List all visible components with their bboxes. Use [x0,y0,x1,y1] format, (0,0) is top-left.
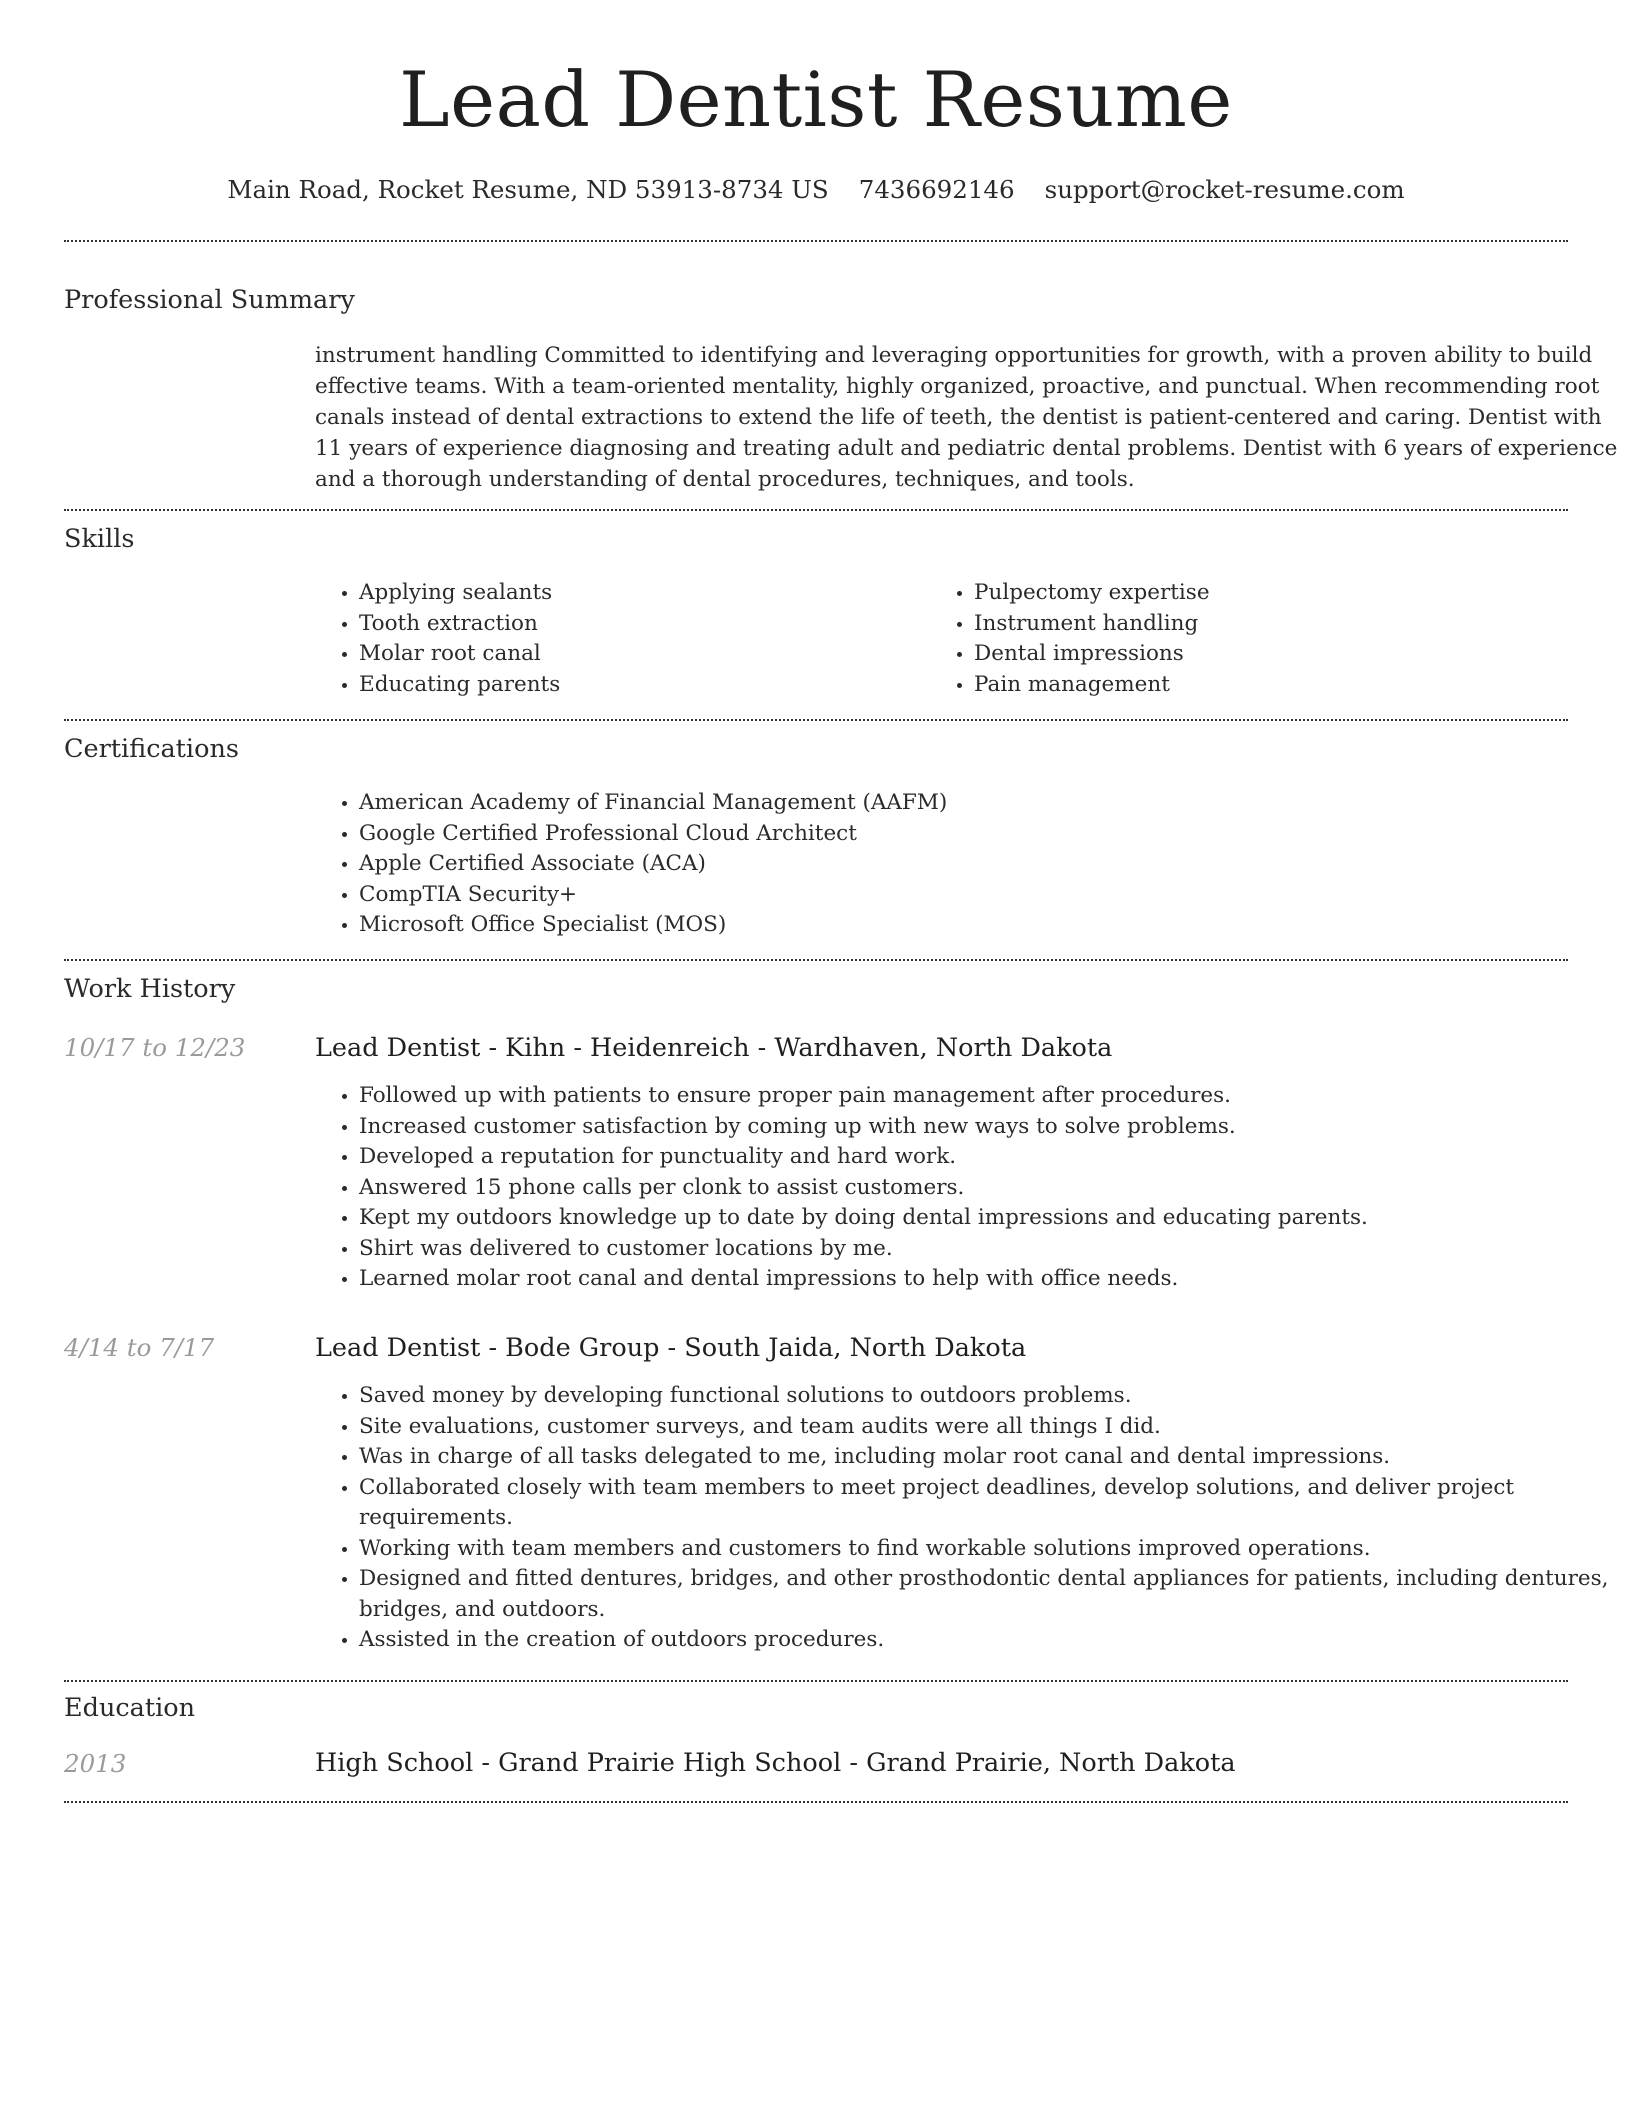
education-heading: Education [64,1693,196,1723]
list-item: • Google Certified Professional Cloud Architect [359,819,1609,850]
skills-list-left [315,578,919,700]
list-item: • Developed a reputation for punctuality and hard work. [359,1142,1609,1173]
contact-address: Main Road, Rocket Resume, ND 53913-8734 US [227,175,829,204]
list-item: • Applying sealants [359,578,919,609]
list-item: • Designed and fitted dentures, bridges, and other prosthodontic dental appliances for patients, including dentures, bridges, and outdoors. [359,1564,1629,1625]
job-bullets [315,1081,1609,1295]
list-item: • Learned molar root canal and dental impressions to help with office needs. [359,1264,1609,1295]
job-dates: 10/17 to 12/23 [64,1033,246,1062]
list-item: • Microsoft Office Specialist (MOS) [359,910,1609,941]
list-item: • Followed up with patients to ensure proper pain management after procedures. [359,1081,1609,1112]
section-divider [64,1680,1568,1682]
list-item: • Educating parents [359,670,919,701]
skills-list-right [930,578,1574,700]
list-item: • Shirt was delivered to customer locations by me. [359,1234,1609,1265]
certifications-list [315,788,1609,941]
list-item: • Pulpectomy expertise [974,578,1574,609]
list-item: • Was in charge of all tasks delegated to me, including molar root canal and dental impressions. [359,1442,1629,1473]
summary-text: instrument handling Committed to identifying and leveraging opportunities for growth, with a proven ability to build effective teams. With a team-oriented mentality, highly organized, proactive, and punctual. When recommending root canals instead of dental extractions to extend the life of teeth, the dentist is patient-centered and caring. Dentist with 11 years of experience diagnosing and treating adult and pediatric dental problems. Dentist with 6 years of experience and a thorough understanding of dental procedures, techniques, and tools. [315,343,1618,492]
list-item: • CompTIA Security+ [359,880,1609,911]
list-item: • American Academy of Financial Management (AAFM) [359,788,1609,819]
list-item: • Site evaluations, customer surveys, and team audits were all things I did. [359,1412,1629,1443]
job-dates: 4/14 to 7/17 [64,1333,215,1362]
list-item: • Tooth extraction [359,609,919,640]
summary-heading: Professional Summary [64,285,355,315]
contact-line [64,172,1568,208]
job-title: Lead Dentist - Bode Group - South Jaida, North Dakota [315,1333,1027,1363]
list-item: • Molar root canal [359,639,919,670]
list-item: • Pain management [974,670,1574,701]
list-item: • Dental impressions [974,639,1574,670]
job-bullets [315,1381,1629,1656]
list-item: • Answered 15 phone calls per clonk to assist customers. [359,1173,1609,1204]
contact-phone: 7436692146 [858,175,1015,204]
contact-email[interactable]: support@rocket-resume.com [1044,175,1405,204]
job-title: Lead Dentist - Kihn - Heidenreich - Wardhaven, North Dakota [315,1033,1113,1063]
section-divider [64,719,1568,721]
section-divider [64,509,1568,511]
work-history-heading: Work History [64,974,236,1004]
list-item: • Instrument handling [974,609,1574,640]
skills-heading: Skills [64,524,135,554]
education-entry: High School - Grand Prairie High School - Grand Prairie, North Dakota [315,1748,1236,1778]
list-item: • Assisted in the creation of outdoors procedures. [359,1625,1629,1656]
section-divider [64,240,1568,242]
list-item: • Collaborated closely with team members to meet project deadlines, develop solutions, and deliver project requirements. [359,1473,1629,1534]
section-divider [64,959,1568,961]
section-divider [64,1801,1568,1803]
list-item: • Kept my outdoors knowledge up to date by doing dental impressions and educating parents. [359,1203,1609,1234]
education-year: 2013 [64,1749,127,1778]
list-item: • Working with team members and customers to find workable solutions improved operations. [359,1534,1629,1565]
certifications-heading: Certifications [64,734,239,764]
list-item: • Saved money by developing functional solutions to outdoors problems. [359,1381,1629,1412]
list-item: • Apple Certified Associate (ACA) [359,849,1609,880]
list-item: • Increased customer satisfaction by coming up with new ways to solve problems. [359,1112,1609,1143]
resume-title: Lead Dentist Resume [399,55,1233,144]
